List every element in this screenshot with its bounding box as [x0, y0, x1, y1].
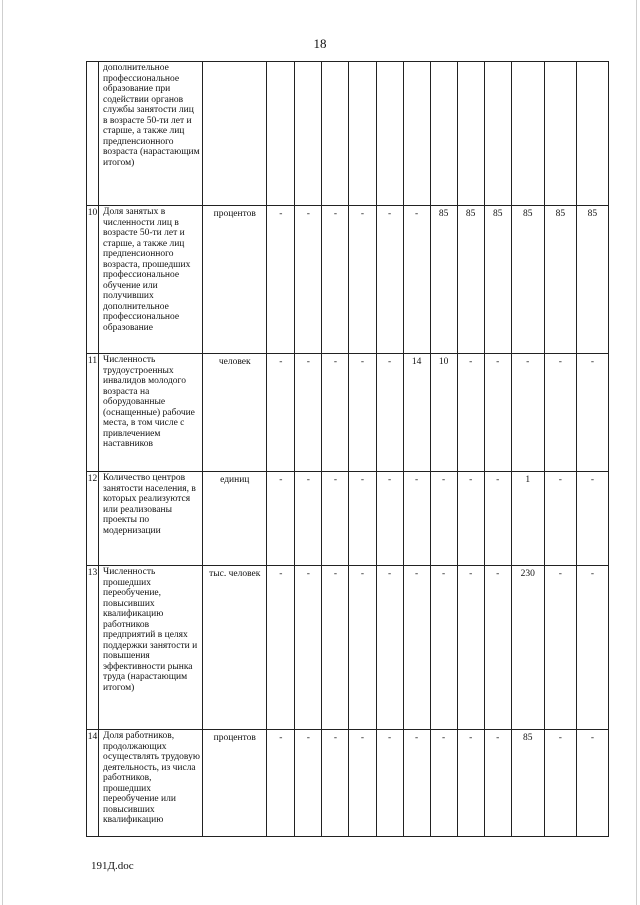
- value-cell: -: [457, 354, 484, 472]
- value-cell: 85: [430, 206, 457, 354]
- table-row: [87, 730, 609, 837]
- value-cell: -: [349, 730, 376, 837]
- value-cell: -: [349, 472, 376, 566]
- value-cell: -: [457, 730, 484, 837]
- indicator-name-cell: Доля занятых в численности лиц в возрасте 50-ти лет и старше, а также лиц предпенсионного возраста, прошедших профессиональное обучение или получивших дополнительное профессиональное образование: [99, 206, 203, 354]
- value-cell: -: [322, 206, 349, 354]
- value-cell: -: [430, 730, 457, 837]
- value-cell: [376, 62, 403, 206]
- table-row: [87, 566, 609, 730]
- row-number-cell: 11: [87, 354, 99, 472]
- indicator-name-cell: Количество центров занятости населения, в которых реализуются или реализованы проекты по модернизации: [99, 472, 203, 566]
- value-cell: -: [349, 206, 376, 354]
- value-cell: [430, 62, 457, 206]
- table-row: [87, 472, 609, 566]
- value-cell: -: [376, 472, 403, 566]
- indicator-name-cell: Численность трудоустроенных инвалидов молодого возраста на оборудованные (оснащенные) рабочие места, в том числе с привлечением наставников: [99, 354, 203, 472]
- value-cell: -: [403, 206, 430, 354]
- value-cell: -: [484, 730, 511, 837]
- value-cell: [544, 62, 576, 206]
- value-cell: -: [295, 472, 322, 566]
- value-cell: 14: [403, 354, 430, 472]
- row-number-cell: 12: [87, 472, 99, 566]
- table-row: [87, 354, 609, 472]
- value-cell: -: [267, 566, 295, 730]
- value-cell: -: [403, 566, 430, 730]
- value-cell: 85: [544, 206, 576, 354]
- unit-cell: процентов: [203, 206, 267, 354]
- value-cell: -: [295, 354, 322, 472]
- value-cell: -: [295, 566, 322, 730]
- row-number-cell: [87, 62, 99, 206]
- value-cell: -: [484, 566, 511, 730]
- value-cell: -: [576, 354, 608, 472]
- value-cell: [322, 62, 349, 206]
- value-cell: -: [376, 354, 403, 472]
- unit-cell: единиц: [203, 472, 267, 566]
- value-cell: -: [576, 472, 608, 566]
- table-row: [87, 206, 609, 354]
- value-cell: 85: [484, 206, 511, 354]
- value-cell: -: [576, 730, 608, 837]
- value-cell: -: [322, 566, 349, 730]
- right-scan-edge: [636, 0, 637, 905]
- value-cell: [576, 62, 608, 206]
- value-cell: -: [484, 354, 511, 472]
- value-cell: -: [349, 566, 376, 730]
- value-cell: [457, 62, 484, 206]
- value-cell: -: [349, 354, 376, 472]
- unit-cell: [203, 62, 267, 206]
- value-cell: -: [322, 730, 349, 837]
- value-cell: -: [544, 354, 576, 472]
- unit-cell: тыс. человек: [203, 566, 267, 730]
- footer-filename: 191Д.doc: [91, 860, 134, 872]
- page-number: 18: [313, 36, 327, 51]
- value-cell: -: [544, 472, 576, 566]
- row-number-cell: 13: [87, 566, 99, 730]
- row-number-cell: 10: [87, 206, 99, 354]
- value-cell: -: [457, 472, 484, 566]
- row-number-cell: 14: [87, 730, 99, 837]
- value-cell: -: [511, 354, 544, 472]
- value-cell: -: [267, 206, 295, 354]
- value-cell: -: [457, 566, 484, 730]
- value-cell: -: [430, 472, 457, 566]
- value-cell: -: [295, 730, 322, 837]
- value-cell: 10: [430, 354, 457, 472]
- value-cell: -: [403, 472, 430, 566]
- value-cell: [267, 62, 295, 206]
- value-cell: -: [544, 566, 576, 730]
- value-cell: -: [267, 354, 295, 472]
- left-scan-edge: [2, 0, 3, 905]
- value-cell: 85: [511, 206, 544, 354]
- value-cell: -: [376, 730, 403, 837]
- value-cell: [484, 62, 511, 206]
- value-cell: 1: [511, 472, 544, 566]
- value-cell: -: [267, 730, 295, 837]
- value-cell: -: [403, 730, 430, 837]
- unit-cell: процентов: [203, 730, 267, 837]
- value-cell: [403, 62, 430, 206]
- indicators-table: [86, 61, 609, 837]
- value-cell: [295, 62, 322, 206]
- indicator-name-cell: Численность прошедших переобучение, повысивших квалификацию работников предприятий в целях поддержки занятости и повышения эффективности рынка труда (нарастающим итогом): [99, 566, 203, 730]
- value-cell: -: [430, 566, 457, 730]
- value-cell: -: [576, 566, 608, 730]
- value-cell: -: [267, 472, 295, 566]
- indicator-name-cell: дополнительное профессиональное образование при содействии органов службы занятости лиц в возрасте 50-ти лет и старше, а также лиц предпенсионного возраста (нарастающим итогом): [99, 62, 203, 206]
- value-cell: -: [295, 206, 322, 354]
- unit-cell: человек: [203, 354, 267, 472]
- value-cell: -: [376, 566, 403, 730]
- value-cell: -: [484, 472, 511, 566]
- value-cell: 85: [511, 730, 544, 837]
- table-row: [87, 62, 609, 206]
- value-cell: -: [322, 472, 349, 566]
- indicator-name-cell: Доля работников, продолжающих осуществлять трудовую деятельность, из числа работников, прошедших переобучение или повысивших квалификацию: [99, 730, 203, 837]
- value-cell: -: [544, 730, 576, 837]
- value-cell: -: [322, 354, 349, 472]
- value-cell: 85: [576, 206, 608, 354]
- value-cell: -: [376, 206, 403, 354]
- value-cell: 85: [457, 206, 484, 354]
- value-cell: [511, 62, 544, 206]
- value-cell: [349, 62, 376, 206]
- value-cell: 230: [511, 566, 544, 730]
